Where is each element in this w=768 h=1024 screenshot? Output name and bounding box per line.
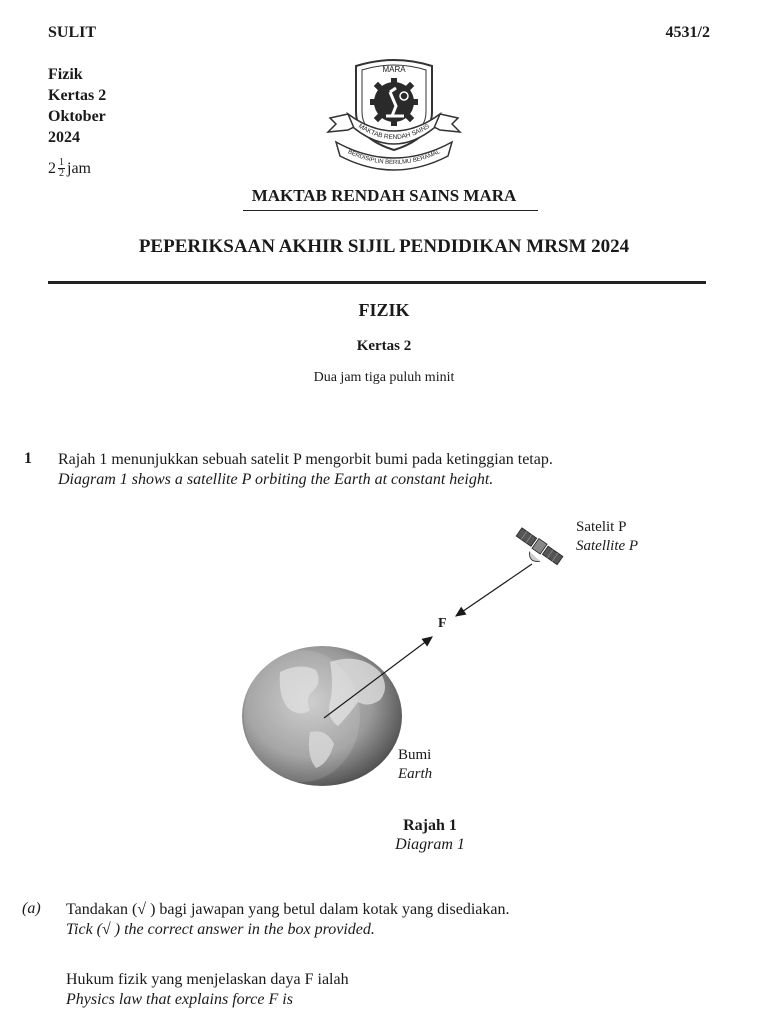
subject-ms: Fizik xyxy=(48,66,83,83)
logo-top-text: MARA xyxy=(382,65,406,74)
force-arrow-satellite xyxy=(456,564,532,616)
mrsm-logo-icon xyxy=(326,52,462,172)
earth-label-ms: Bumi xyxy=(398,747,432,763)
duration-whole: 2 xyxy=(48,159,56,177)
duration-denominator: 2 xyxy=(59,168,64,179)
part-a-label: (a) xyxy=(22,900,41,917)
diagram-caption xyxy=(330,816,530,854)
question-text xyxy=(58,450,553,490)
logo-motto-text: BERDISIPLIN BERILMU BERAMAL xyxy=(346,149,442,167)
paper-title: Kertas 2 xyxy=(356,338,412,354)
duration xyxy=(48,158,91,179)
duration-fraction xyxy=(58,158,65,179)
question-text-ms: Rajah 1 menunjukkan sebuah satelit P mengorbit bumi pada ketinggian tetap. xyxy=(58,451,553,468)
subject-title: FIZIK xyxy=(358,300,410,320)
duration-numerator: 1 xyxy=(59,157,64,168)
college-name: MAKTAB RENDAH SAINS MARA xyxy=(251,186,517,205)
part-a-instruction xyxy=(66,900,510,940)
satellite-label-ms: Satelit P xyxy=(576,519,627,535)
confidential-label: SULIT xyxy=(48,24,97,41)
paper-meta xyxy=(48,64,106,148)
paper-code: 4531/2 xyxy=(665,24,710,41)
satellite-icon xyxy=(510,527,563,573)
title-rule xyxy=(48,281,706,284)
duration-unit: jam xyxy=(67,159,91,177)
exam-month: Oktober xyxy=(48,108,106,125)
exam-title: PEPERIKSAAN AKHIR SIJIL PENDIDIKAN MRSM 2024 xyxy=(138,236,630,257)
duration-text: Dua jam tiga puluh minit xyxy=(313,370,455,385)
law-ms: Hukum fizik yang menjelaskan daya F ialah xyxy=(66,971,349,988)
instruction-en: Tick (√ ) the correct answer in the box provided. xyxy=(66,921,375,938)
part-a-law xyxy=(66,970,349,1010)
question-number: 1 xyxy=(24,450,32,467)
caption-ms: Rajah 1 xyxy=(403,817,457,834)
instruction-ms: Tandakan (√ ) bagi jawapan yang betul dalam kotak yang disediakan. xyxy=(66,901,510,918)
earth-label xyxy=(398,746,432,784)
college-underline xyxy=(243,210,538,211)
satellite-label-en: Satellite P xyxy=(576,538,639,554)
satellite-label xyxy=(576,518,638,556)
paper-ms: Kertas 2 xyxy=(48,87,107,104)
caption-en: Diagram 1 xyxy=(395,836,465,853)
law-en: Physics law that explains force F is xyxy=(66,991,293,1008)
logo-ribbon-text: MAKTAB RENDAH SAINS xyxy=(357,122,431,142)
earth-label-en: Earth xyxy=(398,766,433,782)
earth-icon xyxy=(242,646,402,786)
exam-year: 2024 xyxy=(48,129,80,146)
question-text-en: Diagram 1 shows a satellite P orbiting the Earth at constant height. xyxy=(58,471,494,488)
force-label: F xyxy=(438,616,447,631)
